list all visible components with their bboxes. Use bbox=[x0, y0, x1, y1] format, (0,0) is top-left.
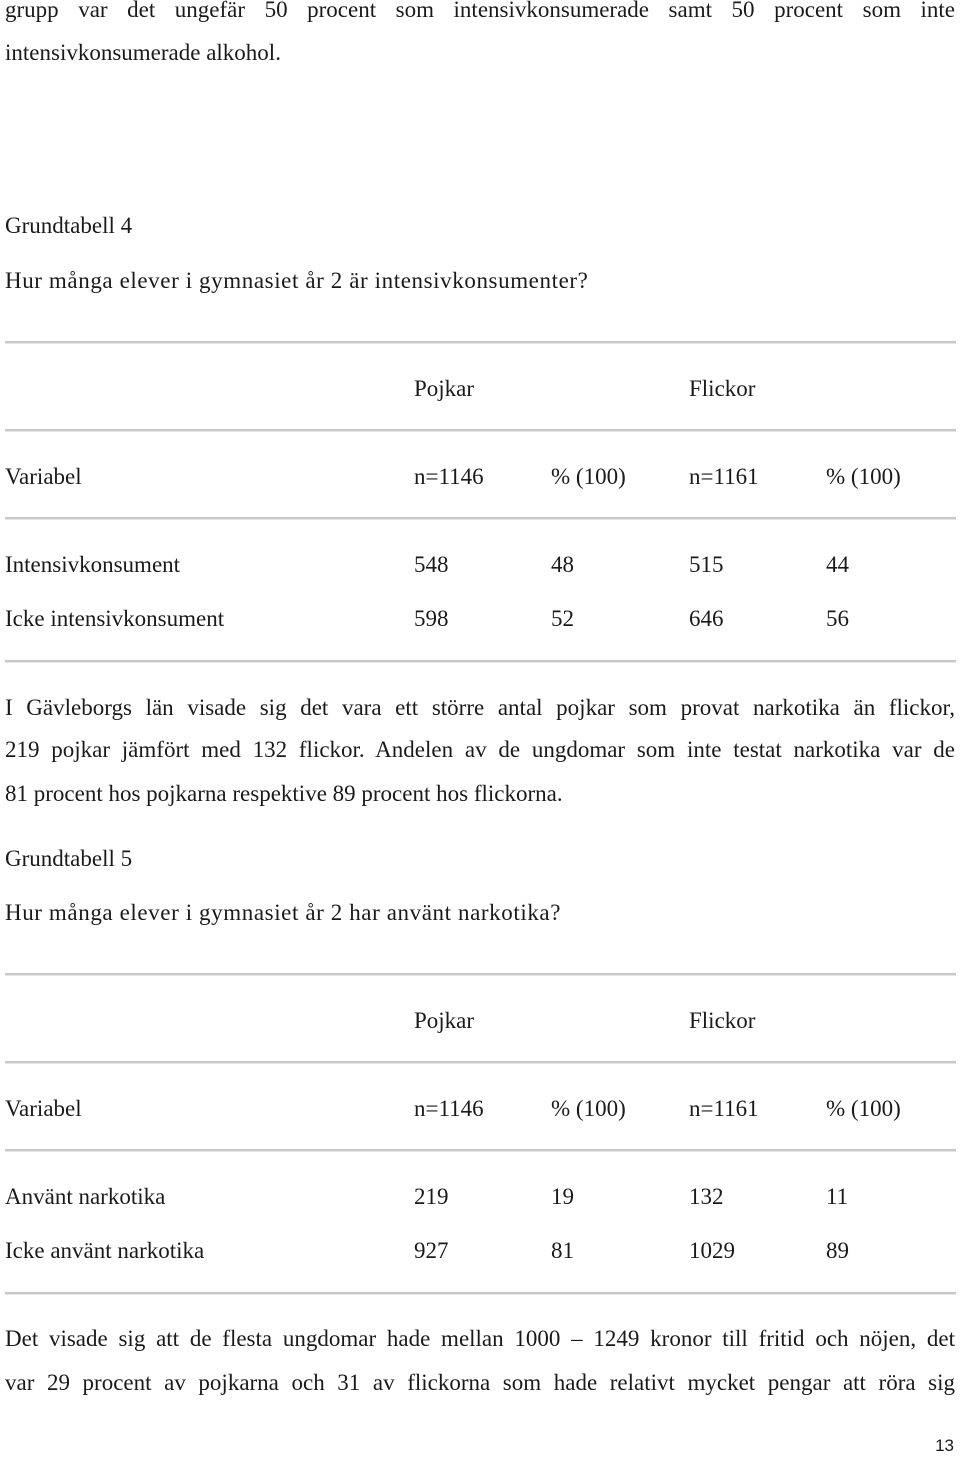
page-number: 13 bbox=[935, 1436, 954, 1455]
table5-group-header-pojkar: Pojkar bbox=[414, 1008, 475, 1033]
table4-row1-n-flickor: 515 bbox=[689, 552, 724, 577]
table4-heading: Grundtabell 4 bbox=[5, 213, 133, 238]
paragraph3-line-2: var 29 procent av pojkarna och 31 av flickorna som hade relativt mycket pengar att röra sig bbox=[5, 1370, 955, 1395]
intro-line-1: grupp var det ungefär 50 procent som intensivkonsumerade samt 50 procent som inte bbox=[5, 0, 955, 22]
table4-row2-pct-flickor: 56 bbox=[826, 606, 849, 631]
table5-row1-pct-pojkar: 19 bbox=[551, 1184, 574, 1209]
paragraph2-line-2: 219 pojkar jämfört med 132 flickor. Andelen av de ungdomar som inte testat narkotika var de bbox=[5, 737, 955, 762]
intro-line-2: intensivkonsumerade alkohol. bbox=[5, 40, 281, 65]
table4-top-rule bbox=[5, 341, 956, 343]
paragraph3-line-1: Det visade sig att de flesta ungdomar hade mellan 1000 – 1249 kronor till fritid och nöjen, det bbox=[5, 1326, 955, 1351]
table5-col-n-pojkar: n=1146 bbox=[414, 1096, 484, 1121]
table4-col-pct-pojkar: % (100) bbox=[551, 464, 626, 489]
table4-header-rule bbox=[5, 429, 956, 431]
table4-row2-pct-pojkar: 52 bbox=[551, 606, 574, 631]
table5-bottom-rule bbox=[5, 1292, 956, 1294]
table5-group-header-flickor: Flickor bbox=[689, 1008, 756, 1033]
table5-col-pct-flickor: % (100) bbox=[826, 1096, 901, 1121]
table4-question: Hur många elever i gymnasiet år 2 är intensivkonsumenter? bbox=[5, 268, 589, 293]
table5-row1-n-pojkar: 219 bbox=[414, 1184, 449, 1209]
table5-header-rule bbox=[5, 1061, 956, 1063]
table4-row1-pct-pojkar: 48 bbox=[551, 552, 574, 577]
table4-column-rule bbox=[5, 517, 956, 519]
table4-row1-pct-flickor: 44 bbox=[826, 552, 849, 577]
table5-col-pct-pojkar: % (100) bbox=[551, 1096, 626, 1121]
table4-col-n-pojkar: n=1146 bbox=[414, 464, 484, 489]
paragraph2-line-3: 81 procent hos pojkarna respektive 89 procent hos flickorna. bbox=[5, 781, 563, 806]
table5-row1-n-flickor: 132 bbox=[689, 1184, 724, 1209]
table5-col-n-flickor: n=1161 bbox=[689, 1096, 759, 1121]
table4-row2-n-pojkar: 598 bbox=[414, 606, 449, 631]
table4-group-header-pojkar: Pojkar bbox=[414, 376, 475, 401]
table5-question: Hur många elever i gymnasiet år 2 har använt narkotika? bbox=[5, 900, 562, 925]
table4-row2-label: Icke intensivkonsument bbox=[5, 606, 225, 631]
table5-top-rule bbox=[5, 973, 956, 975]
table5-row2-label: Icke använt narkotika bbox=[5, 1238, 205, 1263]
table5-row2-n-flickor: 1029 bbox=[689, 1238, 735, 1263]
table4-row1-n-pojkar: 548 bbox=[414, 552, 449, 577]
paragraph2-line-1: I Gävleborgs län visade sig det vara ett större antal pojkar som provat narkotika än flickor, bbox=[5, 695, 955, 720]
table5-row2-pct-flickor: 89 bbox=[826, 1238, 849, 1263]
table5-row1-label: Använt narkotika bbox=[5, 1184, 166, 1209]
table4-col-variabel: Variabel bbox=[5, 464, 82, 489]
table4-row2-n-flickor: 646 bbox=[689, 606, 724, 631]
table5-heading: Grundtabell 5 bbox=[5, 846, 133, 871]
table4-bottom-rule bbox=[5, 660, 956, 662]
table4-col-n-flickor: n=1161 bbox=[689, 464, 759, 489]
table5-column-rule bbox=[5, 1149, 956, 1151]
table5-row2-pct-pojkar: 81 bbox=[551, 1238, 574, 1263]
table4-group-header-flickor: Flickor bbox=[689, 376, 756, 401]
table5-row2-n-pojkar: 927 bbox=[414, 1238, 449, 1263]
table4-row1-label: Intensivkonsument bbox=[5, 552, 181, 577]
table5-row1-pct-flickor: 11 bbox=[826, 1184, 849, 1209]
table4-col-pct-flickor: % (100) bbox=[826, 464, 901, 489]
table5-col-variabel: Variabel bbox=[5, 1096, 82, 1121]
